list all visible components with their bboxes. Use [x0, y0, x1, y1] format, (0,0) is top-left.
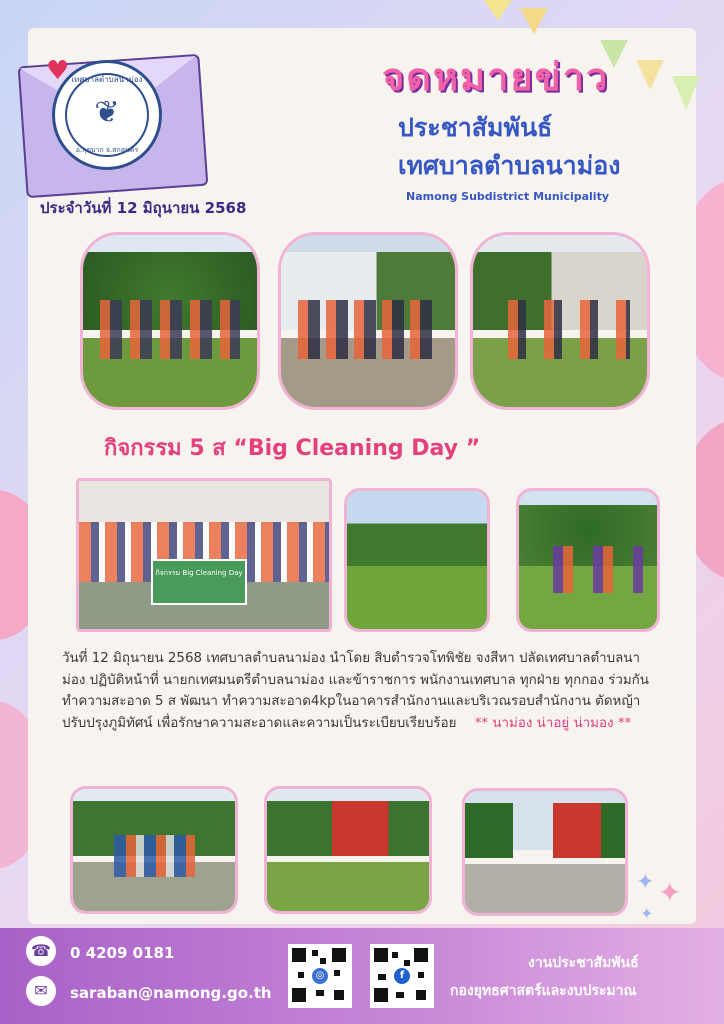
bunting-flag	[520, 8, 548, 34]
banner-text: กิจกรรม Big Cleaning Day	[155, 569, 243, 577]
news-paragraph: วันที่ 12 มิถุนายน 2568 เทศบาลตำบลนาม่อง นำโดย สิบตำรวจโทพิชัย จงสีหา ปลัดเทศบาลตำบลนาม่อง ปฏิบัติหน้าที่ นายกเทศมนตรีตำบลนาม่อง และข้าราชการ พนักงานเทศบาล ทุกฝ่าย ทุกกอง ร่วมกันทำความสะอาด 5 ส พัฒนา ทำความสะอาด4kpในอาคารสำนักงานและบริเวณรอบสำนักงาน ตัดหญ้า ปรับปรุงภูมิทัศน์ เพื่อรักษาความสะอาดและความเป็นระเบียบเรียบร้อย	[62, 651, 649, 731]
qr-code-website[interactable]	[288, 944, 352, 1008]
photo-cleaning-1	[80, 232, 260, 410]
photo-crane	[462, 788, 628, 916]
sparkle-icon: ✦	[640, 904, 654, 923]
news-body	[62, 648, 662, 734]
seal-top-text: เทศบาลตำบลนาม่อง	[71, 75, 143, 84]
bunting-flag	[484, 0, 512, 20]
municipality-name: เทศบาลตำบลนาม่อง	[398, 151, 621, 180]
globe-icon: ◎	[312, 968, 328, 984]
mail-icon: ✉	[26, 976, 56, 1006]
sparkle-icon: ✦	[636, 870, 655, 895]
phone-icon: ☎	[26, 936, 56, 966]
group-banner	[151, 559, 247, 605]
municipality-name-en: Namong Subdistrict Municipality	[406, 190, 610, 203]
photo-motorbike	[70, 786, 238, 914]
sparkle-icon: ✦	[658, 876, 682, 909]
contact-email[interactable]: saraban@namong.go.th	[70, 984, 272, 1002]
photo-group	[76, 478, 332, 632]
slogan: ** นาม่อง น่าอยู่ น่ามอง **	[474, 715, 632, 731]
department-name: งานประชาสัมพันธ์	[528, 955, 639, 971]
photo-field-2	[516, 488, 660, 632]
photo-field-1	[344, 488, 490, 632]
activity-title: กิจกรรม 5 ส “Big Cleaning Day ”	[104, 436, 481, 461]
seal-bottom-text: อ.กุดบาก จ.สกลนคร	[75, 146, 139, 154]
bunting-flag	[672, 76, 700, 110]
newsletter-subtitle: ประชาสัมพันธ์	[398, 113, 553, 142]
heart-icon: ♥	[46, 56, 70, 86]
issue-date: ประจำวันที่ 12 มิถุนายน 2568	[40, 199, 247, 217]
newsletter-title: จดหมายข่าว	[382, 54, 610, 99]
division-name: กองยุทธศาสตร์และงบประมาณ	[450, 983, 637, 999]
seal-emblem-icon: ❦	[94, 95, 120, 130]
facebook-icon: f	[394, 968, 410, 984]
qr-code-facebook[interactable]	[370, 944, 434, 1008]
footer-bar	[0, 928, 724, 1024]
photo-truck	[264, 786, 432, 914]
photo-cleaning-3	[470, 232, 650, 410]
contact-phone[interactable]: 0 4209 0181	[70, 944, 175, 962]
photo-cleaning-2	[278, 232, 458, 410]
